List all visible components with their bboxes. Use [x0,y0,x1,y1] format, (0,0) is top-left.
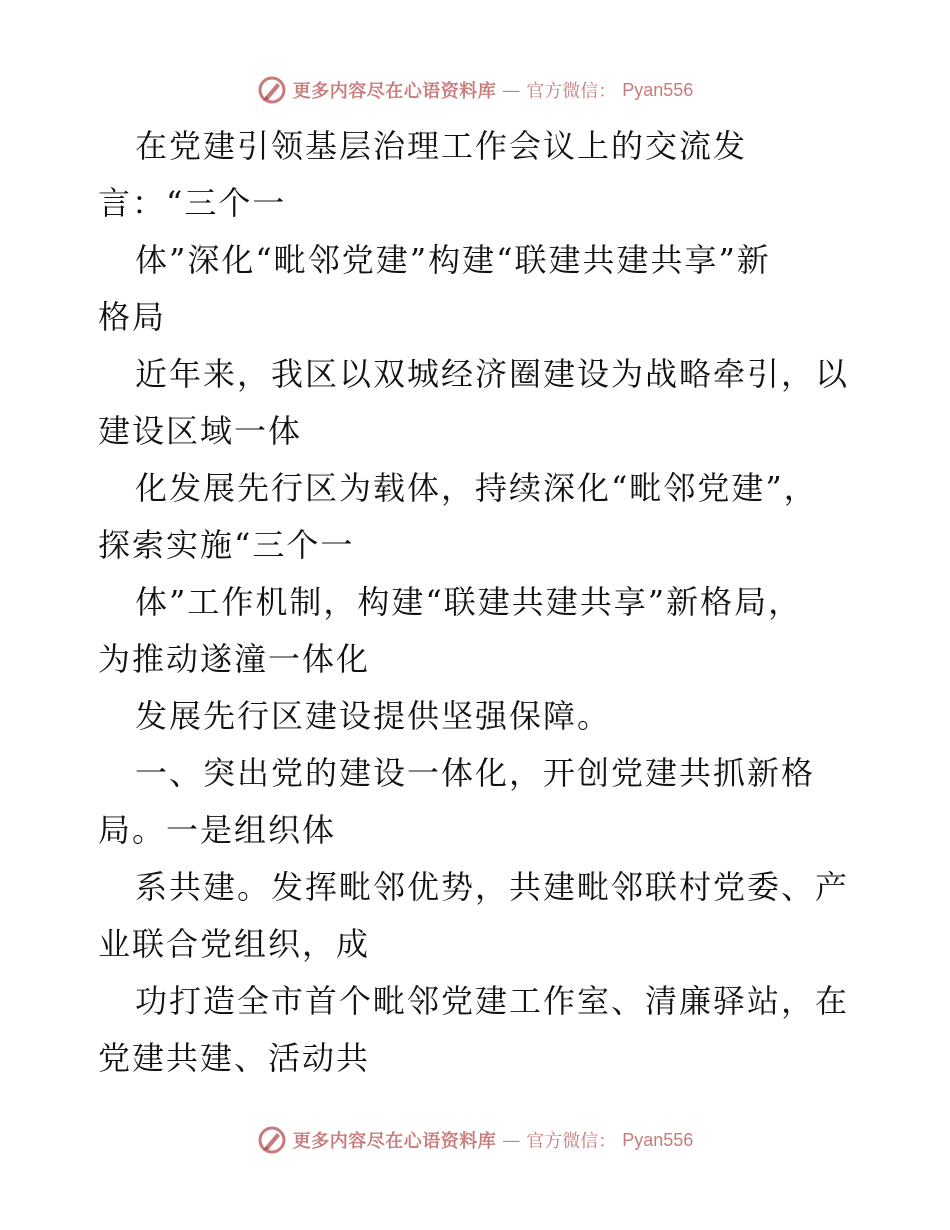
doc-line: 在党建引领基层治理工作会议上的交流发 [135,127,748,165]
separator: — [502,79,521,101]
doc-line: 发展先行区建设提供坚强保障。 [135,697,612,735]
wechat-id: Pyan556 [622,79,694,100]
document-body [98,118,858,1087]
doc-line: 建设区域一体 [98,412,303,450]
separator: — [502,1129,521,1151]
doc-line: 党建共建、活动共 [98,1039,371,1077]
doc-line: 系共建。发挥毗邻优势，共建毗邻联村党委、产 [135,868,850,906]
wechat-label: 官方微信： [526,81,617,102]
doc-line: 化发展先行区为载体，持续深化“毗邻党建”， [135,469,818,507]
pen-logo-icon [257,1125,287,1155]
header-banner [0,70,950,110]
doc-line: 业联合党组织，成 [98,925,371,963]
doc-line: 近年来，我区以双城经济圈建设为战略牵引，以 [135,355,850,393]
doc-line: 格局 [98,298,167,336]
wechat-label: 官方微信： [526,1131,617,1152]
doc-line: 体”深化“毗邻党建”构建“联建共建共享”新 [135,241,771,279]
doc-line: 为推动遂潼一体化 [98,640,371,678]
doc-line: 言：“三个一 [98,184,287,222]
site-text: 更多内容尽在心语资料库 [292,81,497,102]
doc-line: 功打造全市首个毗邻党建工作室、清廉驿站，在 [135,982,850,1020]
pen-logo-icon [257,75,287,105]
doc-line: 探索实施“三个一 [98,526,355,564]
site-text: 更多内容尽在心语资料库 [292,1131,497,1152]
doc-line: 局。一是组织体 [98,811,337,849]
doc-line: 体”工作机制，构建“联建共建共享”新格局， [135,583,803,621]
doc-line: 一、突出党的建设一体化，开创党建共抓新格 [135,754,816,792]
footer-banner [0,1120,950,1160]
wechat-id: Pyan556 [622,1129,694,1150]
